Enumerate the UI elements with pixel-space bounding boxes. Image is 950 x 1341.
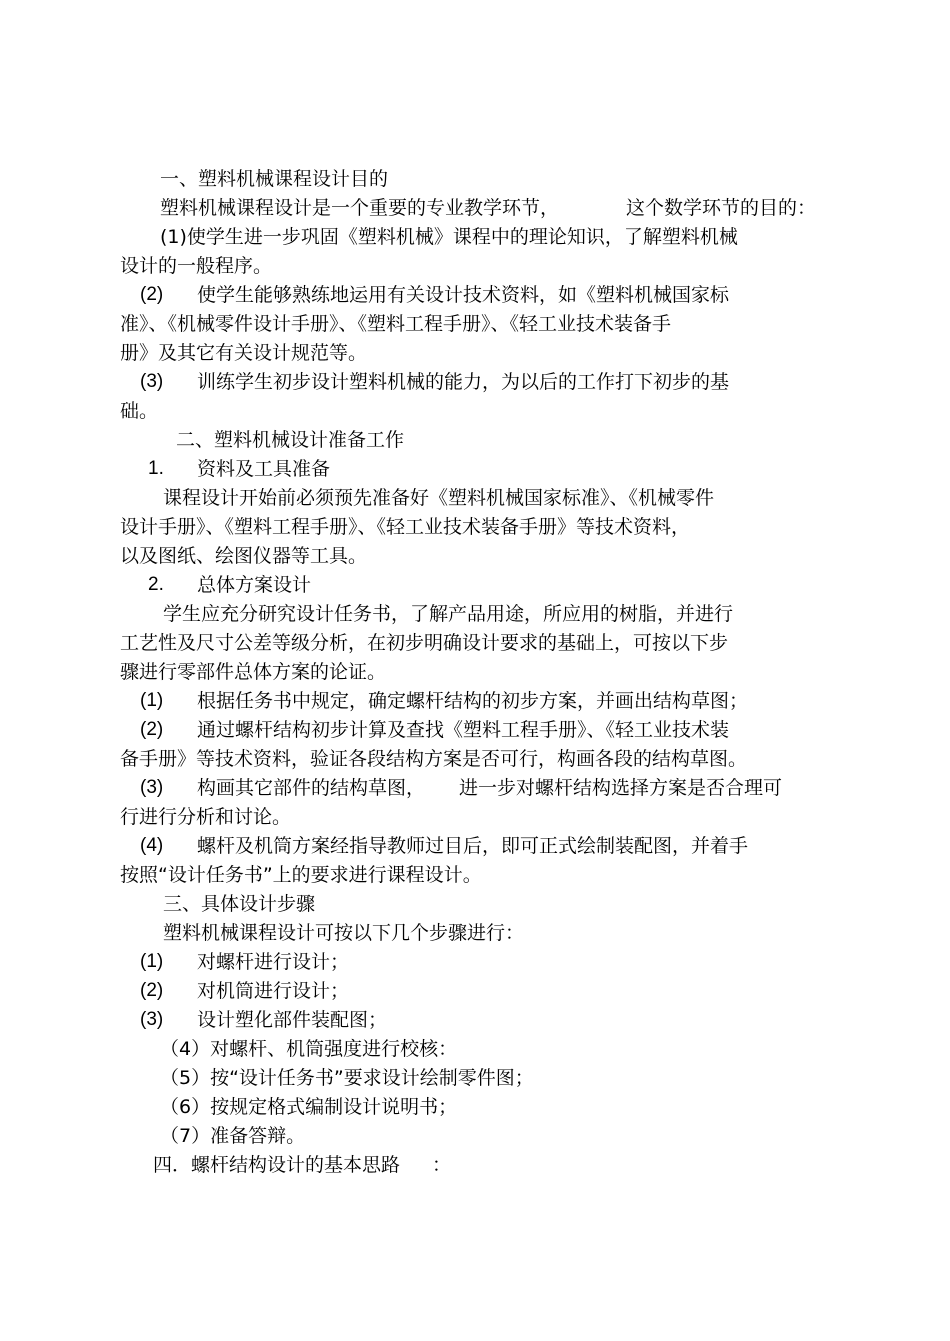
- subsection2-line3: 骤进行零部件总体方案的论证。: [120, 661, 387, 683]
- item1-line1: 根据任务书中规定，确定螺杆结构的初步方案，并画出结构草图；: [197, 690, 749, 712]
- step3-text: 设计塑化部件装配图；: [197, 1009, 388, 1031]
- subsection1-line1: 课程设计开始前必须预先准备好《塑料机械国家标准》、《机械零件: [163, 487, 715, 509]
- purpose3-line2: 础。: [120, 400, 159, 422]
- step6-text: （6）按规定格式编制设计说明书；: [160, 1096, 458, 1118]
- purpose1-line1: (1)使学生进一步巩固《塑料机械》课程中的理论知识，了解塑料机械: [160, 226, 738, 248]
- item3-number: (3): [140, 777, 164, 798]
- step3-number: (3): [140, 1009, 164, 1030]
- step5-text: （5）按“设计任务书”要求设计绘制零件图；: [160, 1067, 534, 1089]
- item1-number: (1): [140, 690, 164, 711]
- subsection1-line2: 设计手册》、《塑料工程手册》、《轻工业技术装备手册》等技术资料，: [120, 516, 691, 538]
- section3-intro: 塑料机械课程设计可按以下几个步骤进行：: [163, 922, 525, 944]
- item4-number: (4): [140, 835, 164, 856]
- item3-line1-cont: 进一步对螺杆结构选择方案是否合理可: [459, 777, 783, 799]
- section1-intro: 塑料机械课程设计是一个重要的专业教学环节，: [160, 197, 560, 219]
- item2-line2: 备手册》等技术资料，验证各段结构方案是否可行，构画各段的结构草图。: [120, 748, 748, 770]
- purpose2-line3: 册》及其它有关设计规范等。: [120, 342, 368, 364]
- subsection1-number: 1.: [148, 458, 164, 479]
- step1-number: (1): [140, 951, 164, 972]
- purpose3-number: (3): [140, 371, 164, 392]
- subsection2-line2: 工艺性及尺寸公差等级分析，在初步明确设计要求的基础上，可按以下步: [120, 632, 729, 654]
- item2-number: (2): [140, 719, 164, 740]
- item4-line2: 按照“设计任务书”上的要求进行课程设计。: [120, 864, 482, 886]
- purpose2-line2: 准》、《机械零件设计手册》、《塑料工程手册》、《轻工业技术装备手: [120, 313, 672, 335]
- step2-number: (2): [140, 980, 164, 1001]
- section1-intro-cont: 这个数学环节的目的：: [626, 197, 817, 219]
- item3-line2: 行进行分析和讨论。: [120, 806, 292, 828]
- subsection2-number: 2.: [148, 574, 164, 595]
- purpose2-line1: 使学生能够熟练地运用有关设计技术资料，如《塑料机械国家标: [197, 284, 730, 306]
- subsection1-title: 资料及工具准备: [197, 458, 331, 480]
- step2-text: 对机筒进行设计；: [197, 980, 350, 1002]
- purpose1-line2: 设计的一般程序。: [120, 255, 273, 277]
- step7-text: （7）准备答辩。: [160, 1125, 306, 1147]
- item4-line1: 螺杆及机筒方案经指导教师过目后，即可正式绘制装配图，并着手: [197, 835, 749, 857]
- purpose3-line1: 训练学生初步设计塑料机械的能力，为以后的工作打下初步的基: [197, 371, 730, 393]
- section4-heading-colon: ：: [432, 1154, 452, 1176]
- step1-text: 对螺杆进行设计；: [197, 951, 350, 973]
- subsection1-line3: 以及图纸、绘图仪器等工具。: [120, 545, 368, 567]
- item3-line1: 构画其它部件的结构草图，: [197, 777, 426, 799]
- section3-heading: 三、具体设计步骤: [163, 893, 316, 915]
- section4-heading: 四．螺杆结构设计的基本思路: [153, 1154, 401, 1176]
- section1-heading: 一、塑料机械课程设计目的: [160, 168, 389, 190]
- section2-heading: 二、塑料机械设计准备工作: [176, 429, 405, 451]
- step4-text: （4）对螺杆、机筒强度进行校核：: [160, 1038, 458, 1060]
- purpose2-number: (2): [140, 284, 164, 305]
- subsection2-title: 总体方案设计: [197, 574, 312, 596]
- item2-line1: 通过螺杆结构初步计算及查找《塑料工程手册》、《轻工业技术装: [197, 719, 730, 741]
- subsection2-line1: 学生应充分研究设计任务书，了解产品用途，所应用的树脂，并进行: [163, 603, 734, 625]
